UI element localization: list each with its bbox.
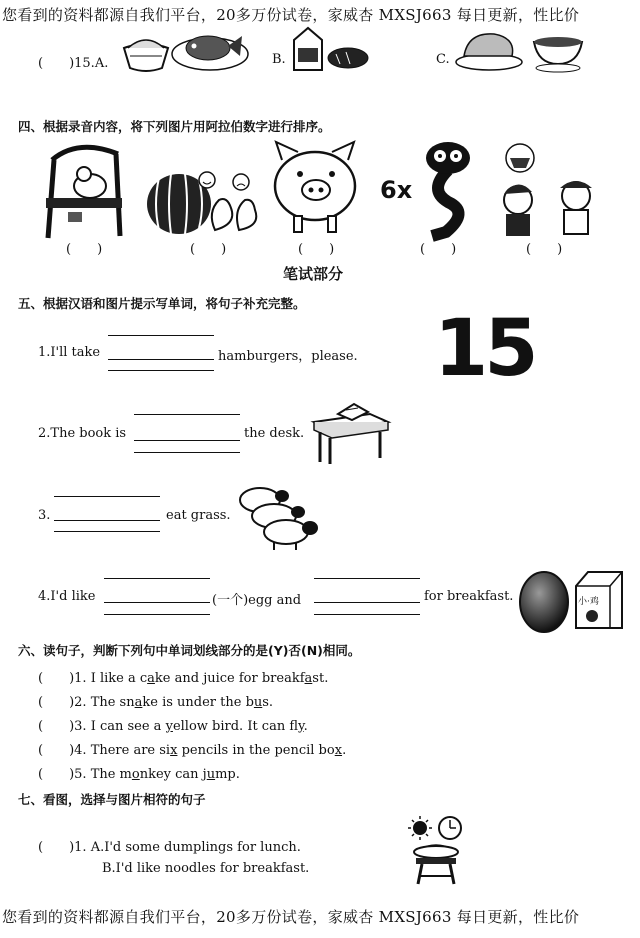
q2-text-pre: 2.The book is (38, 426, 127, 441)
sentence-part: ke is under the b (142, 695, 254, 710)
q4-blank1-lower (104, 614, 210, 616)
section-4-bracket-3[interactable]: ( ) (298, 242, 335, 257)
sentence-part: . (303, 719, 308, 734)
q2-blank-upper (134, 414, 240, 416)
q3-text-post: eat grass. (166, 508, 231, 523)
underlined-letter: a (134, 695, 143, 710)
q4-blank2-upper (314, 578, 420, 580)
snake-icon (418, 140, 480, 236)
q4-answer-line-1[interactable] (104, 602, 210, 604)
q2-answer-line[interactable] (134, 440, 240, 442)
pig-icon (270, 140, 360, 236)
section-6-item-2 (38, 691, 273, 710)
section-4-bracket-1[interactable]: ( ) (66, 242, 103, 257)
section-4-bracket-4[interactable]: ( ) (420, 242, 457, 257)
sentence-part: 2. The sn (74, 695, 135, 710)
sentence-part: 5. The m (74, 767, 132, 782)
soup-bowl-icon (530, 24, 586, 74)
section-6-item-3 (38, 715, 308, 734)
section-6-title: 六、读句子，判断下列句中单词划线部分的是(Y)否(N)相同。 (18, 643, 361, 658)
section-5-title: 五、根据汉语和图片提示写单词，将句子补充完整。 (18, 296, 306, 311)
answer-bracket[interactable]: ( ) (38, 719, 75, 734)
q1-blank-upper (108, 335, 214, 337)
watermark-banner-bottom: 您看到的资料都源自我们平台，20多万份试卷，家威杏 MXSJ663 每日更新，性比价 (2, 908, 580, 926)
underlined-letter: x (334, 743, 343, 758)
section-6-item-1 (38, 667, 328, 686)
milk-carton-label: 小·鸡 (578, 597, 599, 607)
q3-text-pre: 3. (38, 508, 51, 523)
q1-blank-lower (108, 370, 214, 372)
q3-blank-lower (54, 531, 160, 533)
section-4-bracket-2[interactable]: ( ) (190, 242, 227, 257)
sentence-part: s. (262, 695, 274, 710)
q3-blank-upper (54, 496, 160, 498)
underlined-letter: x (170, 743, 178, 758)
underlined-letter: y (298, 719, 304, 734)
option-a: 1. A.I'd some dumplings for lunch. (74, 840, 301, 855)
sentence-part: ke and juice for breakf (154, 671, 305, 686)
milk-and-bread-icon (290, 26, 370, 74)
answer-bracket[interactable]: ( ) (38, 767, 75, 782)
q4-text-post: for breakfast. (424, 589, 514, 604)
section-4-title: 四、根据录音内容，将下列图片用阿拉伯数字进行排序。 (18, 119, 331, 134)
q15-label: ( )15.A. (38, 56, 109, 71)
q4-blank2-lower (314, 614, 420, 616)
sentence-part: ellow bird. It can fl (172, 719, 299, 734)
q15-option-c: C. (436, 52, 450, 67)
q4-blank1-upper (104, 578, 210, 580)
q1-answer-line[interactable] (108, 359, 214, 361)
underlined-letter: a (147, 671, 155, 686)
answer-bracket[interactable]: ( ) (38, 840, 75, 855)
q4-text-mid: (一个)egg and (212, 593, 302, 608)
q2-blank-lower (134, 452, 240, 454)
fish-dish-icon (170, 24, 252, 74)
rice-bowl-icon (120, 30, 172, 74)
egg-icon (518, 568, 570, 634)
section-7-option-b: B.I'd like noodles for breakfast. (102, 861, 310, 876)
section-6-item-4 (38, 739, 346, 758)
q1-text-pre: 1.I'll take (38, 345, 101, 360)
underlined-letter: a (304, 671, 313, 686)
book-on-desk-icon (310, 400, 390, 464)
q3-answer-line[interactable] (54, 520, 160, 522)
sentence-part: 1. I like a c (74, 671, 148, 686)
sun-clock-noodles-icon (404, 814, 468, 886)
sentence-part: mp. (215, 767, 240, 782)
answer-bracket[interactable]: ( ) (38, 671, 75, 686)
answer-bracket[interactable]: ( ) (38, 743, 75, 758)
q4-text-pre: 4.I'd like (38, 589, 96, 604)
answer-bracket[interactable]: ( ) (38, 695, 75, 710)
chicken-dish-icon (454, 26, 524, 72)
section-4-bracket-5[interactable]: ( ) (526, 242, 563, 257)
sentence-part: 3. I can see a (74, 719, 166, 734)
sentence-part: . (342, 743, 347, 758)
six-times-label: 6x (380, 176, 413, 204)
q1-text-post: hamburgers，please. (218, 349, 358, 364)
number-15-picture: 15 (434, 304, 535, 394)
cat-on-chair-icon (38, 140, 128, 240)
sentence-part: 4. There are si (74, 743, 171, 758)
section-6-item-5 (38, 763, 240, 782)
underlined-letter: o (131, 767, 140, 782)
sheep-flock-icon (234, 482, 324, 552)
section-7-title: 七、看图，选择与图片相符的句子 (18, 792, 206, 807)
underlined-letter: u (253, 695, 263, 710)
watermark-banner-top: 您看到的资料都源自我们平台，20多万份试卷，家威杏 MXSJ663 每日更新，性比价 (2, 6, 580, 24)
watermelon-and-pears-icon (145, 168, 275, 238)
sentence-part: pencils in the pencil bo (177, 743, 335, 758)
q2-text-post: the desk. (244, 426, 305, 441)
sentence-part: st. (312, 671, 329, 686)
children-thinking-icon (496, 136, 606, 240)
underlined-letter: y (165, 719, 173, 734)
section-7-item-1 (38, 836, 301, 855)
q4-answer-line-2[interactable] (314, 602, 420, 604)
underlined-letter: u (206, 767, 216, 782)
q15-option-b: B. (272, 52, 286, 67)
sentence-part: nkey can j (139, 767, 207, 782)
written-part-title: 笔试部分 (283, 265, 344, 283)
